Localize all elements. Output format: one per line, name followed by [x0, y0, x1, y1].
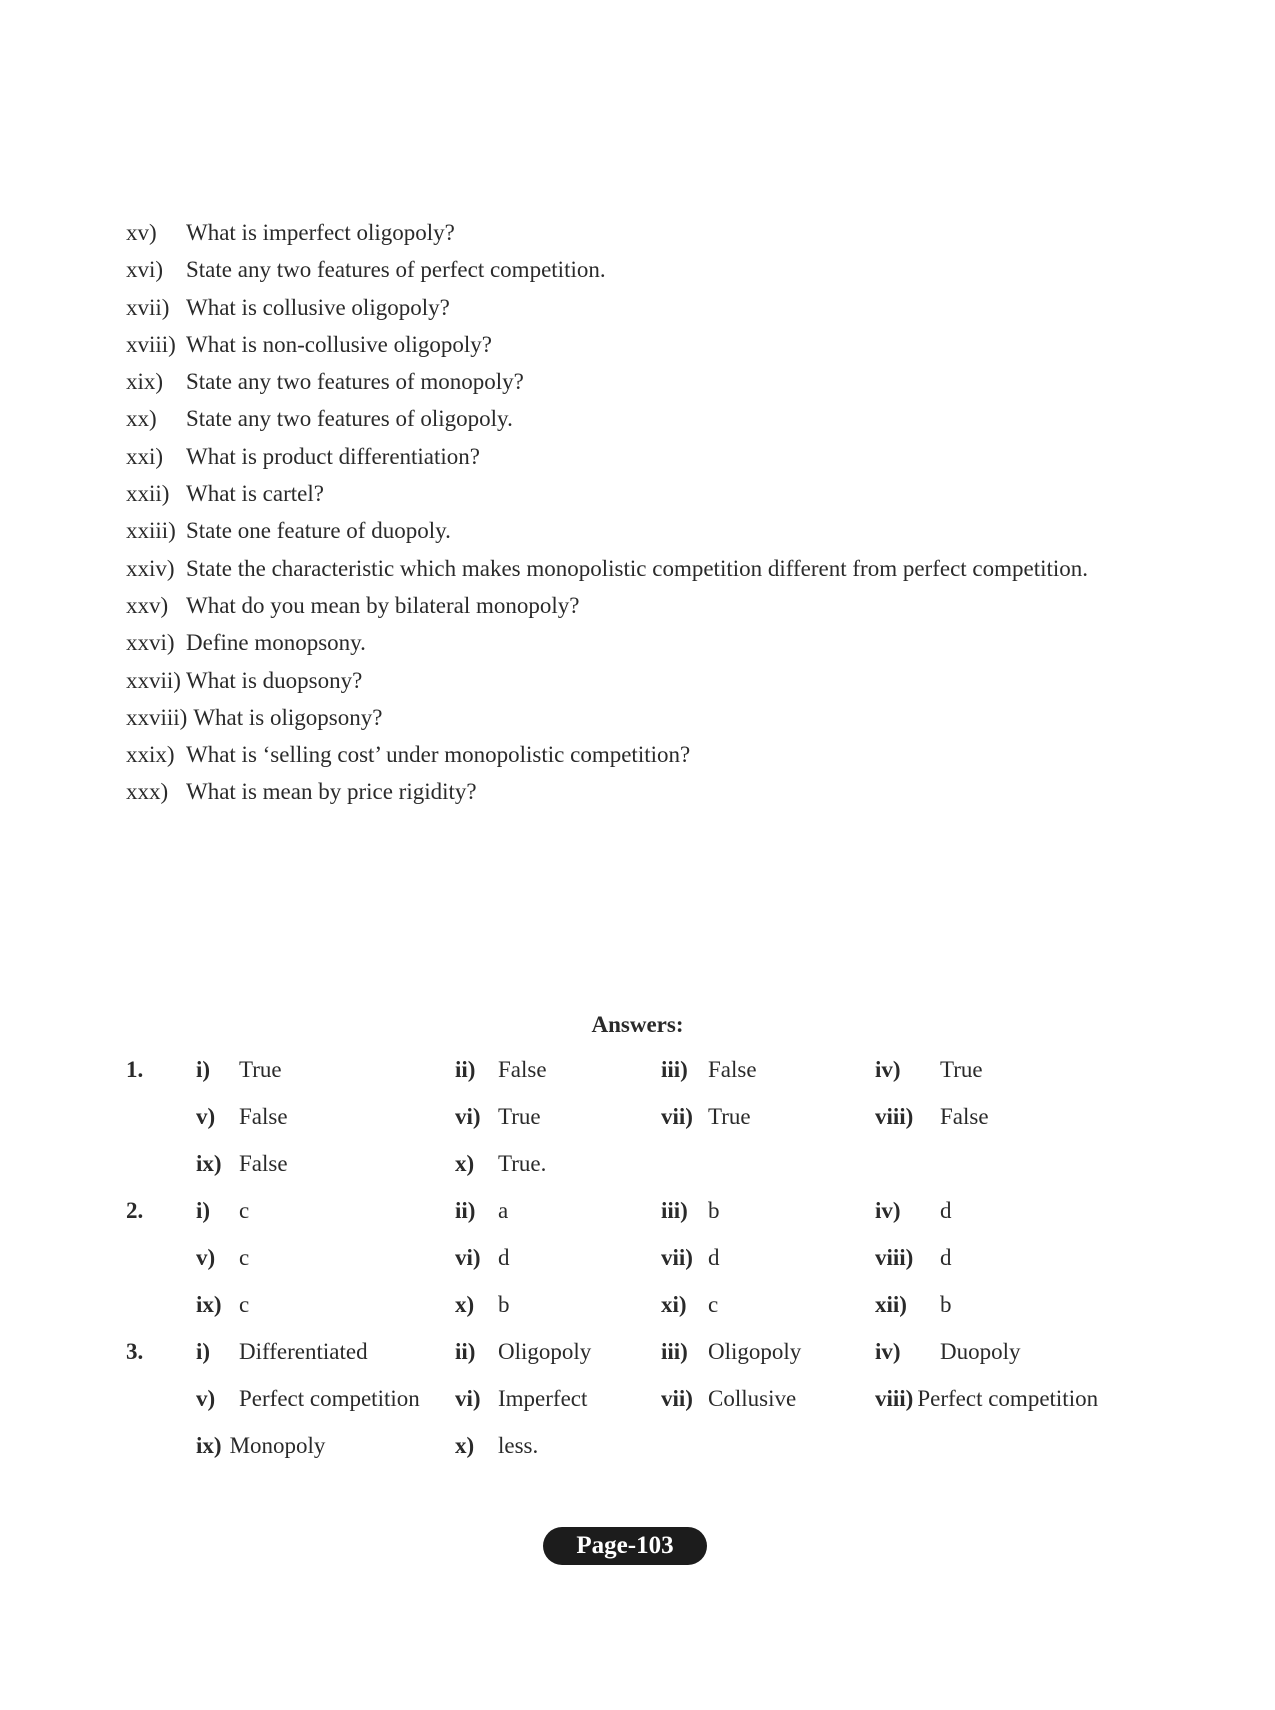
answer-label: i) [196, 1057, 211, 1082]
answer-value: b [708, 1198, 720, 1223]
answer-cell [196, 1151, 288, 1177]
answer-label: ix) [196, 1151, 222, 1176]
answer-value: a [498, 1198, 509, 1223]
answer-cell [875, 1198, 952, 1224]
question-text: What is mean by price rigidity? [186, 779, 477, 805]
question-item [126, 400, 1166, 437]
answer-value: True [239, 1057, 282, 1082]
question-text: State any two features of perfect competition. [186, 257, 606, 283]
answer-value: False [239, 1151, 288, 1176]
answer-label: viii) [875, 1245, 914, 1270]
question-text: What is duopsony? [186, 667, 363, 693]
answer-value: Perfect competition [239, 1386, 420, 1411]
answer-value: c [239, 1245, 250, 1270]
question-item [126, 214, 1166, 251]
answer-row [0, 1433, 1275, 1480]
question-number: xxv) [126, 592, 169, 618]
answer-value: Monopoly [229, 1433, 326, 1458]
answer-value: d [940, 1198, 952, 1223]
question-item [126, 475, 1166, 512]
answer-label: iii) [661, 1057, 688, 1082]
answer-cell [196, 1104, 288, 1130]
answer-label: iii) [661, 1198, 688, 1223]
answer-row [0, 1104, 1275, 1151]
answer-cell [196, 1339, 368, 1365]
question-number: xxiv) [126, 555, 175, 581]
answer-value: Perfect competition [917, 1386, 1099, 1411]
question-number: xxii) [126, 481, 170, 507]
question-text: State any two features of oligopoly. [186, 406, 513, 432]
answer-row [0, 1292, 1275, 1339]
question-list [126, 214, 1166, 811]
answer-value: True [940, 1057, 983, 1082]
answer-value: False [940, 1104, 989, 1129]
answer-label: ix) [196, 1292, 222, 1317]
question-item [126, 736, 1166, 773]
answer-row [0, 1057, 1275, 1104]
question-text: Define monopsony. [186, 630, 366, 656]
answer-value: Imperfect [498, 1386, 588, 1411]
answer-label: xii) [875, 1292, 907, 1317]
question-item [126, 699, 1166, 736]
answer-set-number: 1. [126, 1057, 144, 1082]
question-number: xviii) [126, 331, 176, 357]
question-item [126, 587, 1166, 624]
question-item [126, 773, 1166, 810]
answer-cell [455, 1057, 547, 1083]
answer-cell [875, 1386, 1098, 1412]
answer-label: x) [455, 1433, 475, 1458]
answer-cell [661, 1104, 751, 1130]
answer-label: viii) [875, 1104, 914, 1129]
answer-cell [196, 1433, 325, 1459]
answer-value: c [239, 1292, 250, 1317]
answer-cell [875, 1339, 1021, 1365]
question-number: xix) [126, 369, 164, 395]
question-number: xxiii) [126, 518, 176, 544]
answer-row [0, 1386, 1275, 1433]
question-number: xvi) [126, 257, 164, 283]
answer-value: b [940, 1292, 952, 1317]
answer-value: False [239, 1104, 288, 1129]
answer-label: ix) [196, 1433, 222, 1458]
question-text: What is non-collusive oligopoly? [186, 331, 492, 357]
answer-label: ii) [455, 1339, 476, 1364]
answer-row [0, 1245, 1275, 1292]
question-number: xv) [126, 220, 157, 245]
answer-cell [661, 1292, 718, 1318]
answer-row [0, 1151, 1275, 1198]
answer-value: d [498, 1245, 510, 1270]
question-text: What is cartel? [186, 481, 324, 507]
answer-row [0, 1198, 1275, 1245]
answer-cell [196, 1386, 420, 1412]
answer-label: ii) [455, 1057, 476, 1082]
answer-value: less. [498, 1433, 539, 1458]
answer-label: vi) [455, 1245, 481, 1270]
answer-value: d [940, 1245, 952, 1270]
question-item [126, 624, 1166, 661]
question-number: xxvi) [126, 630, 175, 656]
answer-label: vii) [661, 1104, 693, 1129]
answer-cell [875, 1057, 983, 1083]
answer-label: ii) [455, 1198, 476, 1223]
question-number: xxvii) [126, 667, 181, 693]
question-text: State any two features of monopoly? [186, 369, 524, 395]
answer-cell [875, 1292, 952, 1318]
answer-cell [455, 1292, 510, 1318]
answer-cell [875, 1104, 989, 1130]
answer-cell [196, 1292, 249, 1318]
answer-value: True [708, 1104, 751, 1129]
answer-value: Collusive [708, 1386, 797, 1411]
question-item [126, 326, 1166, 363]
question-text: What is product differentiation? [186, 443, 481, 469]
answer-label: v) [196, 1245, 216, 1270]
answer-label: v) [196, 1386, 216, 1411]
question-number: xxviii) [126, 704, 188, 730]
page-number-badge: Page-103 [543, 1527, 707, 1565]
question-number: xxi) [126, 443, 164, 469]
answers-table [0, 1057, 1275, 1480]
answer-value: c [239, 1198, 250, 1223]
answer-label: vii) [661, 1386, 693, 1411]
question-item [126, 512, 1166, 549]
question-item [126, 438, 1166, 475]
answer-cell [455, 1245, 510, 1271]
answer-label: vii) [661, 1245, 693, 1270]
question-number: xxx) [126, 779, 169, 805]
question-item [126, 662, 1166, 699]
question-text: What is oligopsony? [193, 704, 383, 730]
answer-cell [455, 1151, 546, 1177]
answer-label: iv) [875, 1057, 901, 1082]
answer-value: d [708, 1245, 720, 1270]
answer-label: v) [196, 1104, 216, 1129]
answer-value: True [498, 1104, 541, 1129]
answer-cell [661, 1198, 720, 1224]
answer-label: iv) [875, 1339, 901, 1364]
answer-cell [196, 1057, 282, 1083]
answer-value: Oligopoly [708, 1339, 802, 1364]
answer-row [0, 1339, 1275, 1386]
question-item [126, 550, 1166, 587]
answer-label: iii) [661, 1339, 688, 1364]
answer-set-number: 2. [126, 1198, 144, 1223]
answer-cell [196, 1245, 249, 1271]
answer-label: x) [455, 1292, 475, 1317]
answer-label: xi) [661, 1292, 687, 1317]
answer-cell [455, 1198, 508, 1224]
answer-label: x) [455, 1151, 475, 1176]
question-item [126, 363, 1166, 400]
question-number: xx) [126, 406, 157, 432]
answer-cell [455, 1104, 541, 1130]
answer-cell [661, 1386, 796, 1412]
answer-value: Duopoly [940, 1339, 1021, 1364]
question-item [126, 289, 1166, 326]
answer-value: b [498, 1292, 510, 1317]
answer-label: viii) [875, 1386, 914, 1411]
question-number: xxix) [126, 742, 175, 768]
answer-cell [661, 1339, 801, 1365]
answer-label: iv) [875, 1198, 901, 1223]
answer-label: vi) [455, 1104, 481, 1129]
question-text: State the characteristic which makes monopolistic competition different from perfect competition. [186, 555, 1089, 581]
answer-set-number: 3. [126, 1339, 144, 1364]
answer-value: c [708, 1292, 719, 1317]
question-text: State one feature of duopoly. [186, 518, 451, 544]
answer-label: i) [196, 1198, 211, 1223]
question-text: What is collusive oligopoly? [186, 294, 450, 320]
question-number: xvii) [126, 294, 170, 320]
answer-label: i) [196, 1339, 211, 1364]
answer-cell [661, 1245, 720, 1271]
answer-cell [875, 1245, 952, 1271]
answer-cell [455, 1386, 587, 1412]
answer-value: True. [498, 1151, 547, 1176]
answers-heading: Answers: [591, 1012, 684, 1037]
question-text: What do you mean by bilateral monopoly? [186, 592, 580, 618]
answer-value: False [498, 1057, 547, 1082]
answer-cell [661, 1057, 757, 1083]
answer-value: Oligopoly [498, 1339, 592, 1364]
answer-cell [196, 1198, 249, 1224]
question-item [126, 251, 1166, 288]
question-text: What is ‘selling cost’ under monopolistic competition? [186, 742, 691, 768]
answer-value: False [708, 1057, 757, 1082]
answer-cell [455, 1433, 538, 1459]
answer-label: vi) [455, 1386, 481, 1411]
question-text: What is imperfect oligopoly? [186, 220, 455, 245]
answer-value: Differentiated [239, 1339, 368, 1364]
answer-cell [455, 1339, 591, 1365]
